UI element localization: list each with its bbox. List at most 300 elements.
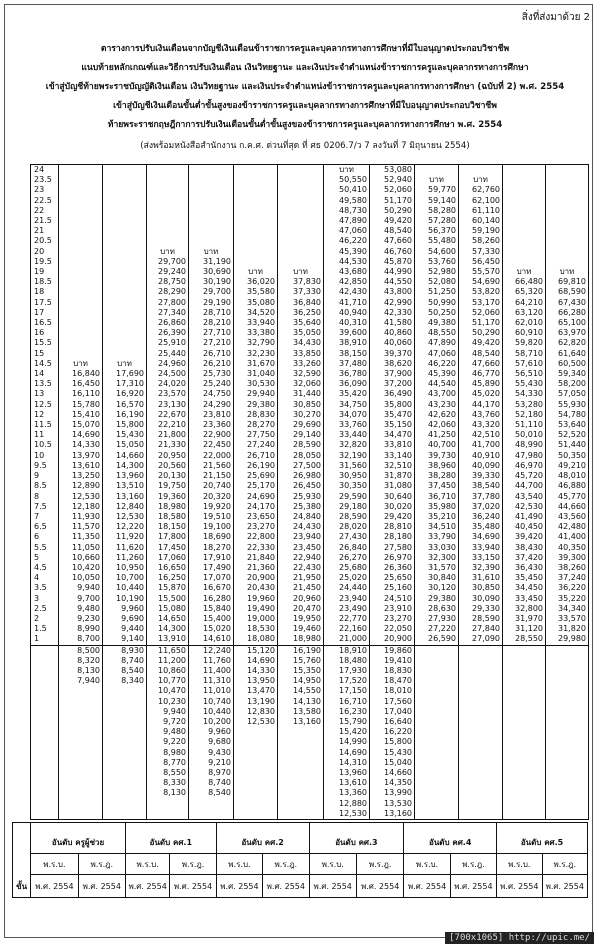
salary-cell: 20,900	[234, 573, 278, 583]
empty-cell	[546, 707, 589, 717]
salary-cell: 38,260	[546, 563, 589, 573]
salary-cell: 25,160	[370, 583, 415, 593]
rank-ks1: อันดับ คศ.1	[125, 823, 216, 854]
salary-cell: 11,260	[103, 553, 147, 563]
step-cell	[31, 697, 59, 707]
salary-cell: 63,970	[546, 328, 589, 338]
empty-cell	[59, 328, 103, 338]
salary-cell: 36,250	[278, 308, 324, 318]
salary-cell: 53,080	[370, 165, 415, 176]
empty-cell	[234, 175, 278, 185]
salary-cell: 43,700	[415, 389, 459, 399]
salary-cell: 36,710	[415, 492, 459, 502]
salary-cell: 10,420	[59, 563, 103, 573]
empty-cell	[59, 697, 103, 707]
salary-cell: 17,040	[370, 707, 415, 717]
empty-cell	[189, 226, 234, 236]
salary-cell: 18,910	[324, 645, 370, 656]
step-cell	[31, 809, 59, 820]
salary-cell: 35,640	[278, 318, 324, 328]
table-row	[31, 543, 589, 553]
salary-cell: 25,170	[234, 481, 278, 491]
salary-cell: 11,930	[59, 512, 103, 522]
table-row	[31, 594, 589, 604]
empty-cell	[459, 748, 503, 758]
salary-cell: 23,570	[147, 389, 189, 399]
salary-cell: 20,740	[189, 481, 234, 491]
salary-cell: 10,230	[147, 697, 189, 707]
step-cell: 20.5	[31, 236, 59, 246]
salary-cell: 29,700	[147, 257, 189, 267]
salary-cell: 10,700	[103, 573, 147, 583]
salary-cell: 10,440	[103, 583, 147, 593]
empty-cell	[103, 686, 147, 696]
salary-cell: 27,930	[415, 614, 459, 624]
empty-cell	[546, 768, 589, 778]
salary-cell: 35,470	[370, 410, 415, 420]
empty-cell	[546, 196, 589, 206]
salary-cell: 31,190	[189, 257, 234, 267]
salary-cell: 27,090	[459, 634, 503, 645]
salary-cell: 29,380	[415, 594, 459, 604]
salary-cell: 28,750	[147, 277, 189, 287]
salary-cell: 54,330	[503, 389, 546, 399]
table-row	[31, 236, 589, 246]
empty-cell	[546, 809, 589, 820]
empty-cell	[234, 727, 278, 737]
decree-label: พ.ร.ฎ.	[78, 854, 125, 875]
salary-cell: 13,610	[324, 778, 370, 788]
salary-cell: 10,200	[189, 717, 234, 727]
salary-cell: 15,040	[370, 758, 415, 768]
empty-cell	[459, 778, 503, 788]
salary-cell: 44,170	[459, 400, 503, 410]
salary-cell: 16,920	[103, 389, 147, 399]
decree-label: พ.ร.ฎ.	[450, 854, 496, 875]
empty-cell	[103, 758, 147, 768]
salary-cell: 25,020	[324, 573, 370, 583]
salary-cell: 33,850	[278, 349, 324, 359]
salary-cell: 42,330	[370, 308, 415, 318]
empty-cell	[103, 809, 147, 820]
salary-cell: 35,480	[459, 522, 503, 532]
table-row	[31, 308, 589, 318]
salary-cell: 54,690	[459, 277, 503, 287]
salary-cell: 20,320	[189, 492, 234, 502]
salary-cell: 29,180	[324, 502, 370, 512]
empty-cell	[415, 165, 459, 176]
unit-label: บาท	[278, 267, 324, 277]
salary-cell: 25,910	[147, 338, 189, 348]
salary-cell: 37,480	[324, 359, 370, 369]
salary-cell: 30,640	[370, 492, 415, 502]
salary-cell: 54,780	[546, 410, 589, 420]
empty-cell	[459, 788, 503, 798]
empty-cell	[459, 768, 503, 778]
salary-cell: 16,710	[324, 697, 370, 707]
step-cell	[31, 727, 59, 737]
salary-cell: 9,480	[59, 604, 103, 614]
attachment-label: สิ่งที่ส่งมาด้วย 2	[521, 12, 590, 23]
step-cell: 18.5	[31, 277, 59, 287]
salary-cell: 38,540	[459, 481, 503, 491]
unit-label: บาท	[147, 247, 189, 257]
salary-cell: 37,020	[459, 502, 503, 512]
salary-cell: 31,120	[503, 624, 546, 634]
salary-cell: 49,380	[415, 318, 459, 328]
step-cell: 5.5	[31, 543, 59, 553]
empty-cell	[278, 175, 324, 185]
empty-cell	[234, 247, 278, 257]
empty-cell	[147, 226, 189, 236]
salary-cell: 56,370	[415, 226, 459, 236]
salary-cell: 53,640	[546, 420, 589, 430]
salary-cell: 50,550	[324, 175, 370, 185]
table-row	[31, 287, 589, 297]
salary-cell: 27,840	[459, 624, 503, 634]
empty-cell	[234, 799, 278, 809]
salary-cell: 51,250	[415, 287, 459, 297]
salary-cell: 14,300	[103, 461, 147, 471]
empty-cell	[546, 656, 589, 666]
salary-cell: 11,050	[59, 543, 103, 553]
salary-cell: 20,560	[147, 461, 189, 471]
salary-cell: 10,050	[59, 573, 103, 583]
salary-cell: 59,140	[415, 196, 459, 206]
salary-cell: 32,800	[503, 604, 546, 614]
empty-cell	[459, 645, 503, 656]
salary-cell: 12,530	[234, 717, 278, 727]
step-cell: 6	[31, 532, 59, 542]
step-cell: 11	[31, 430, 59, 440]
salary-cell: 25,730	[189, 369, 234, 379]
table-row	[31, 369, 589, 379]
salary-cell: 30,850	[278, 400, 324, 410]
table-row	[31, 451, 589, 461]
step-cell: 7	[31, 512, 59, 522]
salary-cell: 9,940	[147, 707, 189, 717]
salary-cell: 8,330	[147, 778, 189, 788]
table-row	[31, 216, 589, 226]
empty-cell	[234, 758, 278, 768]
salary-cell: 43,680	[324, 267, 370, 277]
salary-cell: 37,900	[370, 369, 415, 379]
empty-cell	[103, 175, 147, 185]
empty-cell	[59, 768, 103, 778]
salary-cell: 26,270	[324, 553, 370, 563]
salary-cell: 11,650	[147, 645, 189, 656]
empty-cell	[503, 257, 546, 267]
empty-cell	[503, 788, 546, 798]
salary-cell: 45,890	[459, 379, 503, 389]
empty-cell	[459, 717, 503, 727]
salary-cell: 17,910	[189, 553, 234, 563]
salary-cell: 16,280	[189, 594, 234, 604]
year-label: พ.ศ. 2554	[497, 875, 542, 898]
salary-cell: 36,430	[503, 563, 546, 573]
salary-cell: 23,270	[234, 522, 278, 532]
step-cell: 10.5	[31, 440, 59, 450]
salary-cell: 51,440	[546, 440, 589, 450]
year-label: พ.ศ. 2554	[125, 875, 169, 898]
empty-cell	[234, 748, 278, 758]
salary-cell: 33,760	[324, 420, 370, 430]
salary-cell: 28,590	[278, 440, 324, 450]
salary-cell: 13,470	[234, 686, 278, 696]
salary-cell: 34,340	[546, 604, 589, 614]
salary-cell: 9,140	[103, 634, 147, 645]
salary-cell: 15,800	[103, 420, 147, 430]
salary-cell: 34,430	[278, 338, 324, 348]
salary-cell: 18,010	[370, 686, 415, 696]
salary-cell: 14,130	[278, 697, 324, 707]
salary-cell: 58,200	[546, 379, 589, 389]
salary-cell: 24,020	[147, 379, 189, 389]
salary-cell: 40,860	[370, 328, 415, 338]
salary-cell: 30,690	[189, 267, 234, 277]
empty-cell	[546, 226, 589, 236]
empty-cell	[546, 666, 589, 676]
salary-cell: 19,860	[370, 645, 415, 656]
empty-cell	[459, 686, 503, 696]
salary-cell: 55,430	[503, 379, 546, 389]
act-label: พ.ร.บ.	[216, 854, 262, 875]
salary-cell: 45,390	[324, 247, 370, 257]
empty-cell	[103, 257, 147, 267]
empty-cell	[147, 236, 189, 246]
empty-cell	[546, 216, 589, 226]
salary-cell: 17,150	[324, 686, 370, 696]
salary-cell: 34,070	[324, 410, 370, 420]
salary-cell: 56,450	[459, 257, 503, 267]
empty-cell	[147, 175, 189, 185]
empty-cell	[103, 185, 147, 195]
step-cell: 14	[31, 369, 59, 379]
salary-cell: 28,590	[459, 614, 503, 624]
empty-cell	[278, 206, 324, 216]
salary-cell: 43,800	[370, 287, 415, 297]
empty-cell	[103, 308, 147, 318]
salary-cell: 24,750	[189, 389, 234, 399]
unit-label: บาท	[59, 359, 103, 369]
step-cell	[31, 717, 59, 727]
step-header: ขั้น	[13, 823, 31, 898]
salary-cell: 42,620	[415, 410, 459, 420]
salary-cell: 15,400	[189, 614, 234, 624]
empty-cell	[546, 165, 589, 176]
heading-line: เข้าสู่บัญชีเงินเดือนขั้นต่ำขั้นสูงของข้าราชการครูและบุคลากรทางการศึกษาที่มีใบอนุญาตประกอบวิชาชีพ	[113, 101, 497, 111]
empty-cell	[415, 656, 459, 666]
empty-cell	[103, 226, 147, 236]
salary-cell: 29,690	[278, 420, 324, 430]
salary-cell: 31,610	[459, 573, 503, 583]
table-row	[31, 748, 589, 758]
empty-cell	[59, 287, 103, 297]
salary-cell: 26,860	[147, 318, 189, 328]
salary-cell: 40,910	[459, 451, 503, 461]
salary-cell: 52,940	[370, 175, 415, 185]
salary-cell: 27,240	[234, 440, 278, 450]
empty-cell	[189, 196, 234, 206]
salary-cell: 34,520	[234, 308, 278, 318]
salary-cell: 13,160	[278, 717, 324, 727]
table-row	[31, 666, 589, 676]
empty-cell	[59, 257, 103, 267]
salary-cell: 22,000	[189, 451, 234, 461]
empty-cell	[503, 809, 546, 820]
salary-cell: 36,020	[234, 277, 278, 287]
salary-cell: 18,580	[147, 512, 189, 522]
salary-cell: 47,660	[370, 236, 415, 246]
salary-cell: 31,440	[278, 389, 324, 399]
salary-cell: 12,830	[234, 707, 278, 717]
table-row	[31, 512, 589, 522]
salary-cell: 30,270	[278, 410, 324, 420]
empty-cell	[103, 707, 147, 717]
salary-cell: 41,250	[415, 430, 459, 440]
salary-cell: 66,280	[546, 308, 589, 318]
salary-cell: 21,450	[278, 583, 324, 593]
salary-cell: 12,530	[59, 492, 103, 502]
salary-cell: 45,020	[459, 389, 503, 399]
salary-cell: 40,940	[324, 308, 370, 318]
empty-cell	[103, 216, 147, 226]
salary-cell: 40,450	[503, 522, 546, 532]
salary-cell: 59,770	[415, 185, 459, 195]
salary-cell: 19,510	[189, 512, 234, 522]
empty-cell	[59, 236, 103, 246]
salary-cell: 11,760	[189, 656, 234, 666]
table-row	[31, 298, 589, 308]
salary-cell: 48,540	[459, 349, 503, 359]
salary-cell: 57,280	[415, 216, 459, 226]
salary-cell: 21,950	[278, 573, 324, 583]
empty-cell	[546, 799, 589, 809]
salary-cell: 41,400	[546, 532, 589, 542]
empty-cell	[459, 697, 503, 707]
salary-cell: 21,000	[324, 634, 370, 645]
empty-cell	[278, 778, 324, 788]
empty-cell	[147, 165, 189, 176]
salary-cell: 62,100	[459, 196, 503, 206]
salary-cell: 27,580	[370, 543, 415, 553]
empty-cell	[415, 666, 459, 676]
table-row	[31, 727, 589, 737]
empty-cell	[503, 216, 546, 226]
empty-cell	[59, 758, 103, 768]
year-label: พ.ศ. 2554	[170, 875, 216, 898]
salary-cell: 13,580	[278, 707, 324, 717]
salary-cell: 17,310	[103, 379, 147, 389]
salary-cell: 16,450	[59, 379, 103, 389]
watermark: [700x1065] http://upic.me/	[445, 932, 594, 944]
table-row	[31, 328, 589, 338]
empty-cell	[234, 216, 278, 226]
salary-cell: 18,830	[370, 666, 415, 676]
salary-cell: 33,260	[278, 359, 324, 369]
step-cell	[31, 799, 59, 809]
table-row	[31, 656, 589, 666]
empty-cell	[415, 809, 459, 820]
salary-cell: 30,350	[324, 481, 370, 491]
salary-cell: 25,380	[278, 502, 324, 512]
salary-cell: 27,710	[189, 328, 234, 338]
step-cell: 1	[31, 634, 59, 645]
salary-cell: 21,560	[189, 461, 234, 471]
empty-cell	[546, 257, 589, 267]
salary-cell: 14,660	[103, 451, 147, 461]
empty-cell	[278, 737, 324, 747]
empty-cell	[103, 349, 147, 359]
salary-cell: 50,990	[415, 298, 459, 308]
salary-cell: 28,710	[189, 308, 234, 318]
salary-cell: 19,100	[189, 522, 234, 532]
empty-cell	[59, 778, 103, 788]
salary-cell: 33,030	[415, 543, 459, 553]
table-row	[31, 768, 589, 778]
salary-cell: 17,520	[324, 676, 370, 686]
empty-cell	[103, 206, 147, 216]
salary-cell: 16,650	[147, 563, 189, 573]
empty-cell	[147, 185, 189, 195]
salary-cell: 15,070	[59, 420, 103, 430]
salary-cell: 19,750	[147, 481, 189, 491]
salary-cell: 8,320	[59, 656, 103, 666]
salary-cell: 67,430	[546, 298, 589, 308]
salary-cell: 15,120	[234, 645, 278, 656]
salary-cell: 10,770	[147, 676, 189, 686]
empty-cell	[234, 206, 278, 216]
document-heading	[40, 40, 570, 156]
heading-line: แนบท้ายหลักเกณฑ์และวิธีการปรับเงินเดือน เงินวิทยฐานะ และเงินประจำตำแหน่งข้าราชการครูและบุคลากรทางการศึกษา	[81, 63, 529, 73]
empty-cell	[503, 676, 546, 686]
empty-cell	[415, 737, 459, 747]
salary-cell: 15,420	[324, 727, 370, 737]
step-cell: 22	[31, 206, 59, 216]
salary-cell: 49,420	[370, 216, 415, 226]
unit-label: บาท	[459, 175, 503, 185]
empty-cell	[415, 686, 459, 696]
salary-cell: 31,870	[370, 471, 415, 481]
salary-cell: 12,530	[103, 512, 147, 522]
empty-cell	[103, 737, 147, 747]
salary-cell: 29,700	[189, 287, 234, 297]
table-row	[31, 430, 589, 440]
empty-cell	[189, 175, 234, 185]
salary-cell: 45,720	[503, 471, 546, 481]
salary-cell: 22,670	[147, 410, 189, 420]
salary-cell: 28,180	[370, 532, 415, 542]
step-cell: 19.5	[31, 257, 59, 267]
salary-cell: 33,790	[415, 532, 459, 542]
salary-cell: 29,380	[234, 400, 278, 410]
salary-cell: 53,760	[415, 257, 459, 267]
salary-cell: 30,090	[459, 594, 503, 604]
step-cell	[31, 737, 59, 747]
salary-cell: 18,270	[189, 543, 234, 553]
salary-cell: 59,190	[459, 226, 503, 236]
empty-cell	[503, 799, 546, 809]
salary-cell: 51,110	[503, 420, 546, 430]
salary-cell: 12,180	[59, 502, 103, 512]
salary-cell: 43,560	[546, 512, 589, 522]
step-cell: 20	[31, 247, 59, 257]
table-row	[31, 758, 589, 768]
table-row	[31, 338, 589, 348]
empty-cell	[278, 768, 324, 778]
salary-cell: 14,610	[189, 634, 234, 645]
salary-cell: 31,570	[415, 563, 459, 573]
